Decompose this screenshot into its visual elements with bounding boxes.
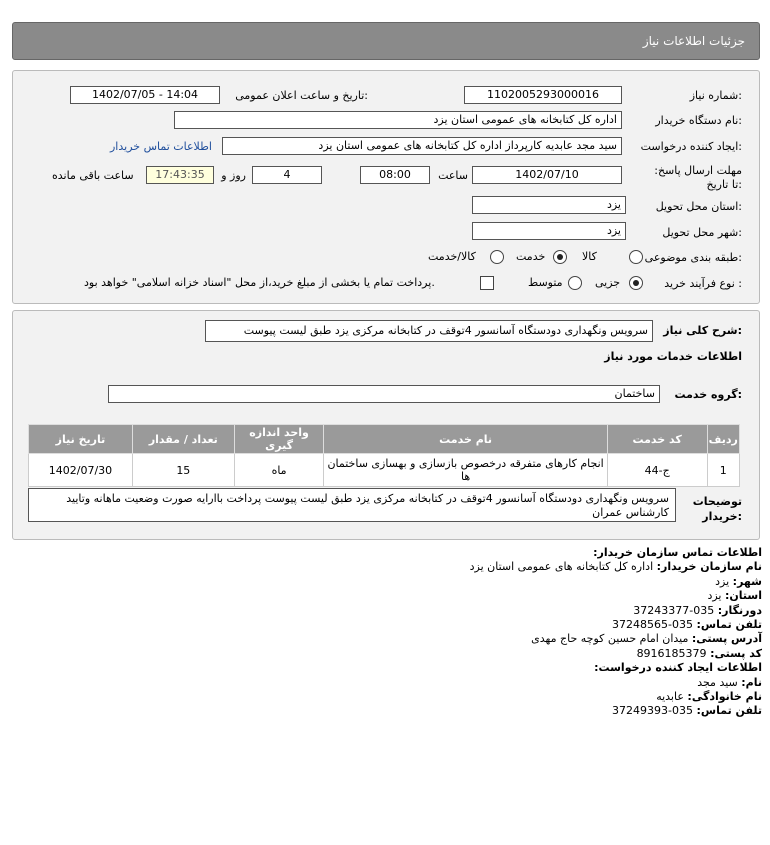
process-radio-minor[interactable] [629, 276, 643, 290]
treasury-payment-note: پرداخت تمام یا بخشی از مبلغ خرید،از محل "اسناد خزانه اسلامی" خواهد بود. [84, 276, 435, 289]
creator-first-name-value: سید مجد [697, 675, 738, 689]
org-address-label: آدرس پستی: [691, 632, 762, 646]
process-radio-medium[interactable] [568, 276, 582, 290]
org-address-value: میدان امام حسین کوچه حاج مهدی [531, 632, 689, 646]
org-postal-label: کد پستی: [710, 646, 762, 660]
col-unit: واحد اندازه گیری [234, 425, 324, 454]
process-option-medium: متوسط [528, 276, 563, 289]
creator-last-name-value: عابدیه [656, 690, 684, 704]
org-name-value: اداره کل کتابخانه های عمومی استان یزد [469, 560, 654, 574]
org-contact-heading: اطلاعات تماس سازمان خریدار: [593, 546, 762, 559]
buyer-notes-label: توضیحات خریدار: [692, 495, 742, 523]
org-province-line [22, 589, 762, 603]
need-number-field: 1102005293000016 [464, 86, 622, 104]
need-info-panel [12, 70, 760, 304]
creator-first-name-line [22, 676, 762, 690]
need-number-label: شماره نیاز: [689, 89, 742, 102]
buyer-org-field: اداره کل کتابخانه های عمومی استان یزد [174, 111, 622, 129]
requester-label: ایجاد کننده درخواست: [640, 140, 742, 153]
cell-service-code: ج-44 [607, 454, 707, 487]
buyer-org-label: نام دستگاه خریدار: [655, 114, 742, 127]
org-fax-line [22, 604, 762, 618]
cell-need-date: 1402/07/30 [29, 454, 133, 487]
org-fax-value: 035-37243377 [633, 603, 715, 617]
creator-last-name-label: نام خانوادگی: [687, 690, 762, 704]
process-label: نوع فرآیند خرید : [664, 277, 742, 290]
announce-label: تاریخ و ساعت اعلان عمومی: [235, 89, 368, 102]
col-service-name: نام خدمت [324, 425, 607, 454]
city-label: شهر محل تحویل: [662, 226, 742, 239]
cell-row: 1 [707, 454, 739, 487]
creator-phone-line [22, 704, 762, 718]
creator-last-name-line [22, 690, 762, 704]
creator-phone-value: 035-37249393 [612, 704, 694, 718]
summary-label: شرح کلی نیاز: [663, 324, 742, 337]
buyer-notes-field: سرویس ونگهداری دودستگاه آسانسور 4توقف در کتابخانه مرکزی یزد طبق لیست پیوست پرداخت باارایه صورت وضعیت ماهانه وتایید کارشناس عمران [28, 488, 676, 522]
process-option-minor: جزیی [595, 276, 621, 289]
category-radio-goods[interactable] [629, 250, 643, 264]
org-name-label: نام سازمان خریدار: [656, 560, 762, 574]
col-quantity: تعداد / مقدار [132, 425, 234, 454]
cell-quantity: 15 [132, 454, 234, 487]
col-service-code: کد خدمت [607, 425, 707, 454]
category-option-goods: کالا [582, 250, 597, 263]
org-phone-line [22, 618, 762, 632]
creator-contact-heading: اطلاعات ایجاد کننده درخواست: [594, 661, 762, 675]
page-header [12, 22, 760, 60]
category-label: طبقه بندی موضوعی: [644, 251, 742, 264]
org-province-value: یزد [707, 589, 722, 603]
contact-section [22, 546, 762, 719]
org-fax-label: دورنگار: [717, 603, 762, 617]
org-postal-value: 8916185379 [636, 646, 707, 660]
page-title: جزئیات اطلاعات نیاز [642, 34, 745, 48]
services-table [28, 424, 740, 487]
org-address-line [22, 632, 762, 646]
remaining-time-field: 17:43:35 [146, 166, 214, 184]
deadline-label: مهلت ارسال پاسخ: تا تاریخ: [654, 164, 742, 191]
deadline-time-field: 08:00 [360, 166, 430, 184]
table-row [29, 454, 740, 487]
announce-datetime-field: 1402/07/05 - 14:04 [70, 86, 220, 104]
buyer-contact-link[interactable]: اطلاعات تماس خریدار [110, 140, 212, 153]
province-field: یزد [472, 196, 626, 214]
org-phone-label: تلفن تماس: [696, 618, 762, 632]
org-phone-value: 035-37248565 [612, 618, 694, 632]
category-radio-service[interactable] [553, 250, 567, 264]
table-header-row [29, 425, 740, 454]
service-group-label: گروه خدمت: [674, 388, 742, 401]
remaining-time-label: ساعت باقی مانده [52, 169, 134, 182]
category-option-goods-service: کالا/خدمت [428, 250, 476, 263]
col-row: ردیف [707, 425, 739, 454]
summary-field: سرویس ونگهداری دودستگاه آسانسور 4توقف در کتابخانه مرکزی یزد طبق لیست پیوست [205, 320, 653, 342]
treasury-payment-checkbox[interactable] [480, 276, 494, 290]
org-city-line [22, 575, 762, 589]
creator-phone-label: تلفن تماس: [696, 704, 762, 718]
org-name-line [22, 560, 762, 574]
creator-first-name-label: نام: [741, 675, 762, 689]
deadline-time-label: ساعت [438, 169, 468, 182]
cell-unit: ماه [234, 454, 324, 487]
deadline-date-field: 1402/07/10 [472, 166, 622, 184]
province-label: استان محل تحویل: [655, 200, 742, 213]
org-postal-line [22, 647, 762, 661]
days-label: روز و [221, 169, 246, 182]
category-radio-goods-service[interactable] [490, 250, 504, 264]
cell-service-name: انجام کارهای متفرقه درخصوص بازسازی و بهسازی ساختمان ها [324, 454, 607, 487]
service-group-field: ساختمان [108, 385, 660, 403]
org-city-value: یزد [715, 574, 730, 588]
org-province-label: استان: [725, 589, 762, 603]
org-city-label: شهر: [732, 574, 762, 588]
category-option-service: خدمت [516, 250, 546, 263]
services-heading: اطلاعات خدمات مورد نیاز [604, 350, 742, 363]
days-remaining-field: 4 [252, 166, 322, 184]
city-field: یزد [472, 222, 626, 240]
requester-field: سید مجد عابدیه کارپرداز اداره کل کتابخانه های عمومی استان یزد [222, 137, 622, 155]
col-need-date: تاریخ نیاز [29, 425, 133, 454]
